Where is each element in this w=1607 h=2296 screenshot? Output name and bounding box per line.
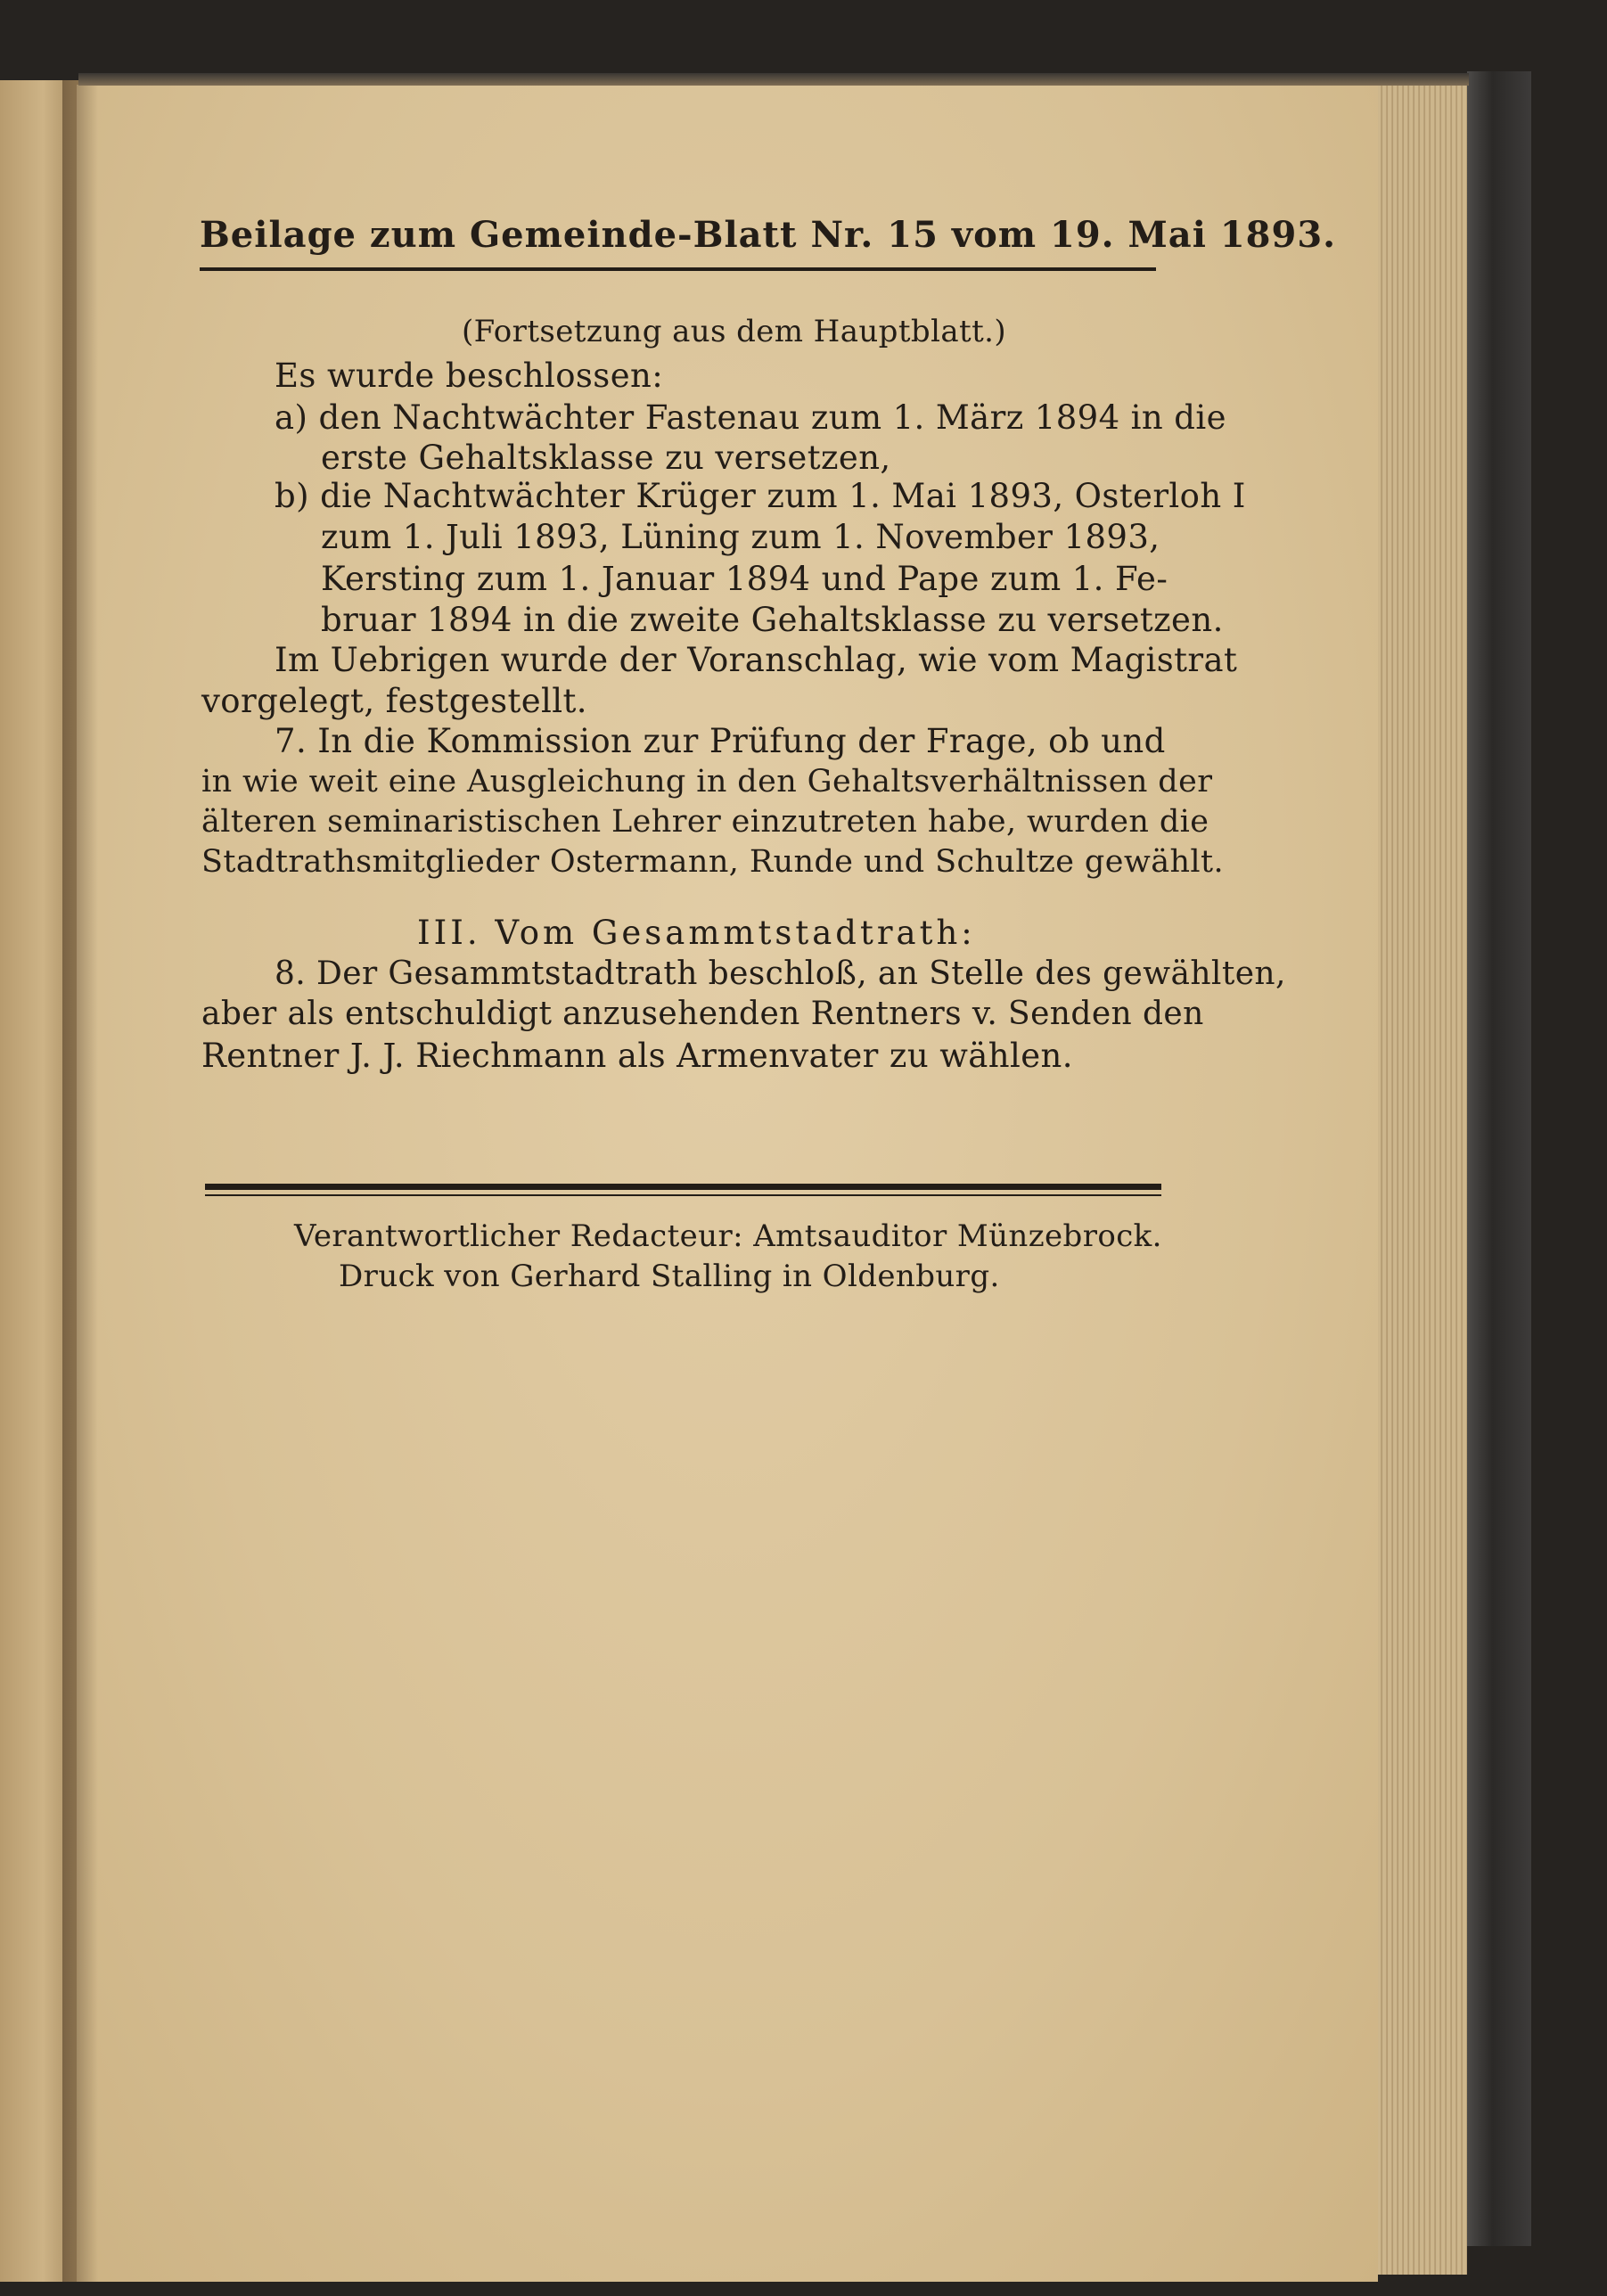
body-line-5: zum 1. Juli 1893, Lüning zum 1. November 1893,	[321, 518, 1160, 556]
body-line-4: b) die Nachtwächter Krüger zum 1. Mai 1893, Osterloh I	[275, 477, 1246, 515]
body-line-8: Im Uebrigen wurde der Voranschlag, wie vom Magistrat	[275, 641, 1238, 679]
body-line-12: älteren seminaristischen Lehrer einzutreten habe, wurden die	[201, 804, 1209, 840]
body-line-3: erste Gehaltsklasse zu versetzen,	[321, 439, 891, 477]
body-line-11: in wie weit eine Ausgleichung in den Gehaltsverhältnissen der	[201, 764, 1213, 800]
body-line-6: Kersting zum 1. Januar 1894 und Pape zum 1. Fe-	[321, 560, 1168, 598]
body-line-13: Stadtrathsmitglieder Ostermann, Runde und Schultze gewählt.	[201, 844, 1224, 880]
body-line-10: 7. In die Kommission zur Prüfung der Frage, ob und	[275, 722, 1166, 760]
body-line-9: vorgelegt, festgestellt.	[201, 682, 587, 720]
header-rule	[200, 267, 1156, 271]
imprint-rule-thick	[205, 1184, 1161, 1190]
body-line-2: a) den Nachtwächter Fastenau zum 1. März 1894 in die	[275, 398, 1226, 437]
section-line-1: 8. Der Gesammtstadtrath beschloß, an Stelle des gewählten,	[275, 955, 1286, 992]
imprint-printer: Druck von Gerhard Stalling in Oldenburg.	[339, 1259, 1000, 1294]
imprint-editor: Verantwortlicher Redacteur: Amtsauditor Münzebrock.	[294, 1218, 1162, 1254]
book-cover-edge	[1467, 71, 1531, 2246]
stacked-page-edges	[1378, 82, 1467, 2275]
continuation-note: (Fortsetzung aus dem Hauptblatt.)	[462, 314, 1007, 349]
section-line-3: Rentner J. J. Riechmann als Armenvater zu wählen.	[201, 1037, 1073, 1075]
page-header: Beilage zum Gemeinde-Blatt Nr. 15 vom 19. Mai 1893.	[200, 214, 1337, 256]
body-line-7: bruar 1894 in die zweite Gehaltsklasse zu versetzen.	[321, 601, 1224, 639]
page-gutter-shadow	[62, 80, 98, 2282]
imprint-rule-thin	[205, 1194, 1161, 1196]
section-heading: III. Vom Gesammtstadtrath:	[417, 914, 976, 952]
book-cover-top-edge	[78, 73, 1469, 86]
section-line-2: aber als entschuldigt anzusehenden Rentners v. Senden den	[201, 996, 1204, 1032]
body-line-1: Es wurde beschlossen:	[275, 357, 664, 395]
